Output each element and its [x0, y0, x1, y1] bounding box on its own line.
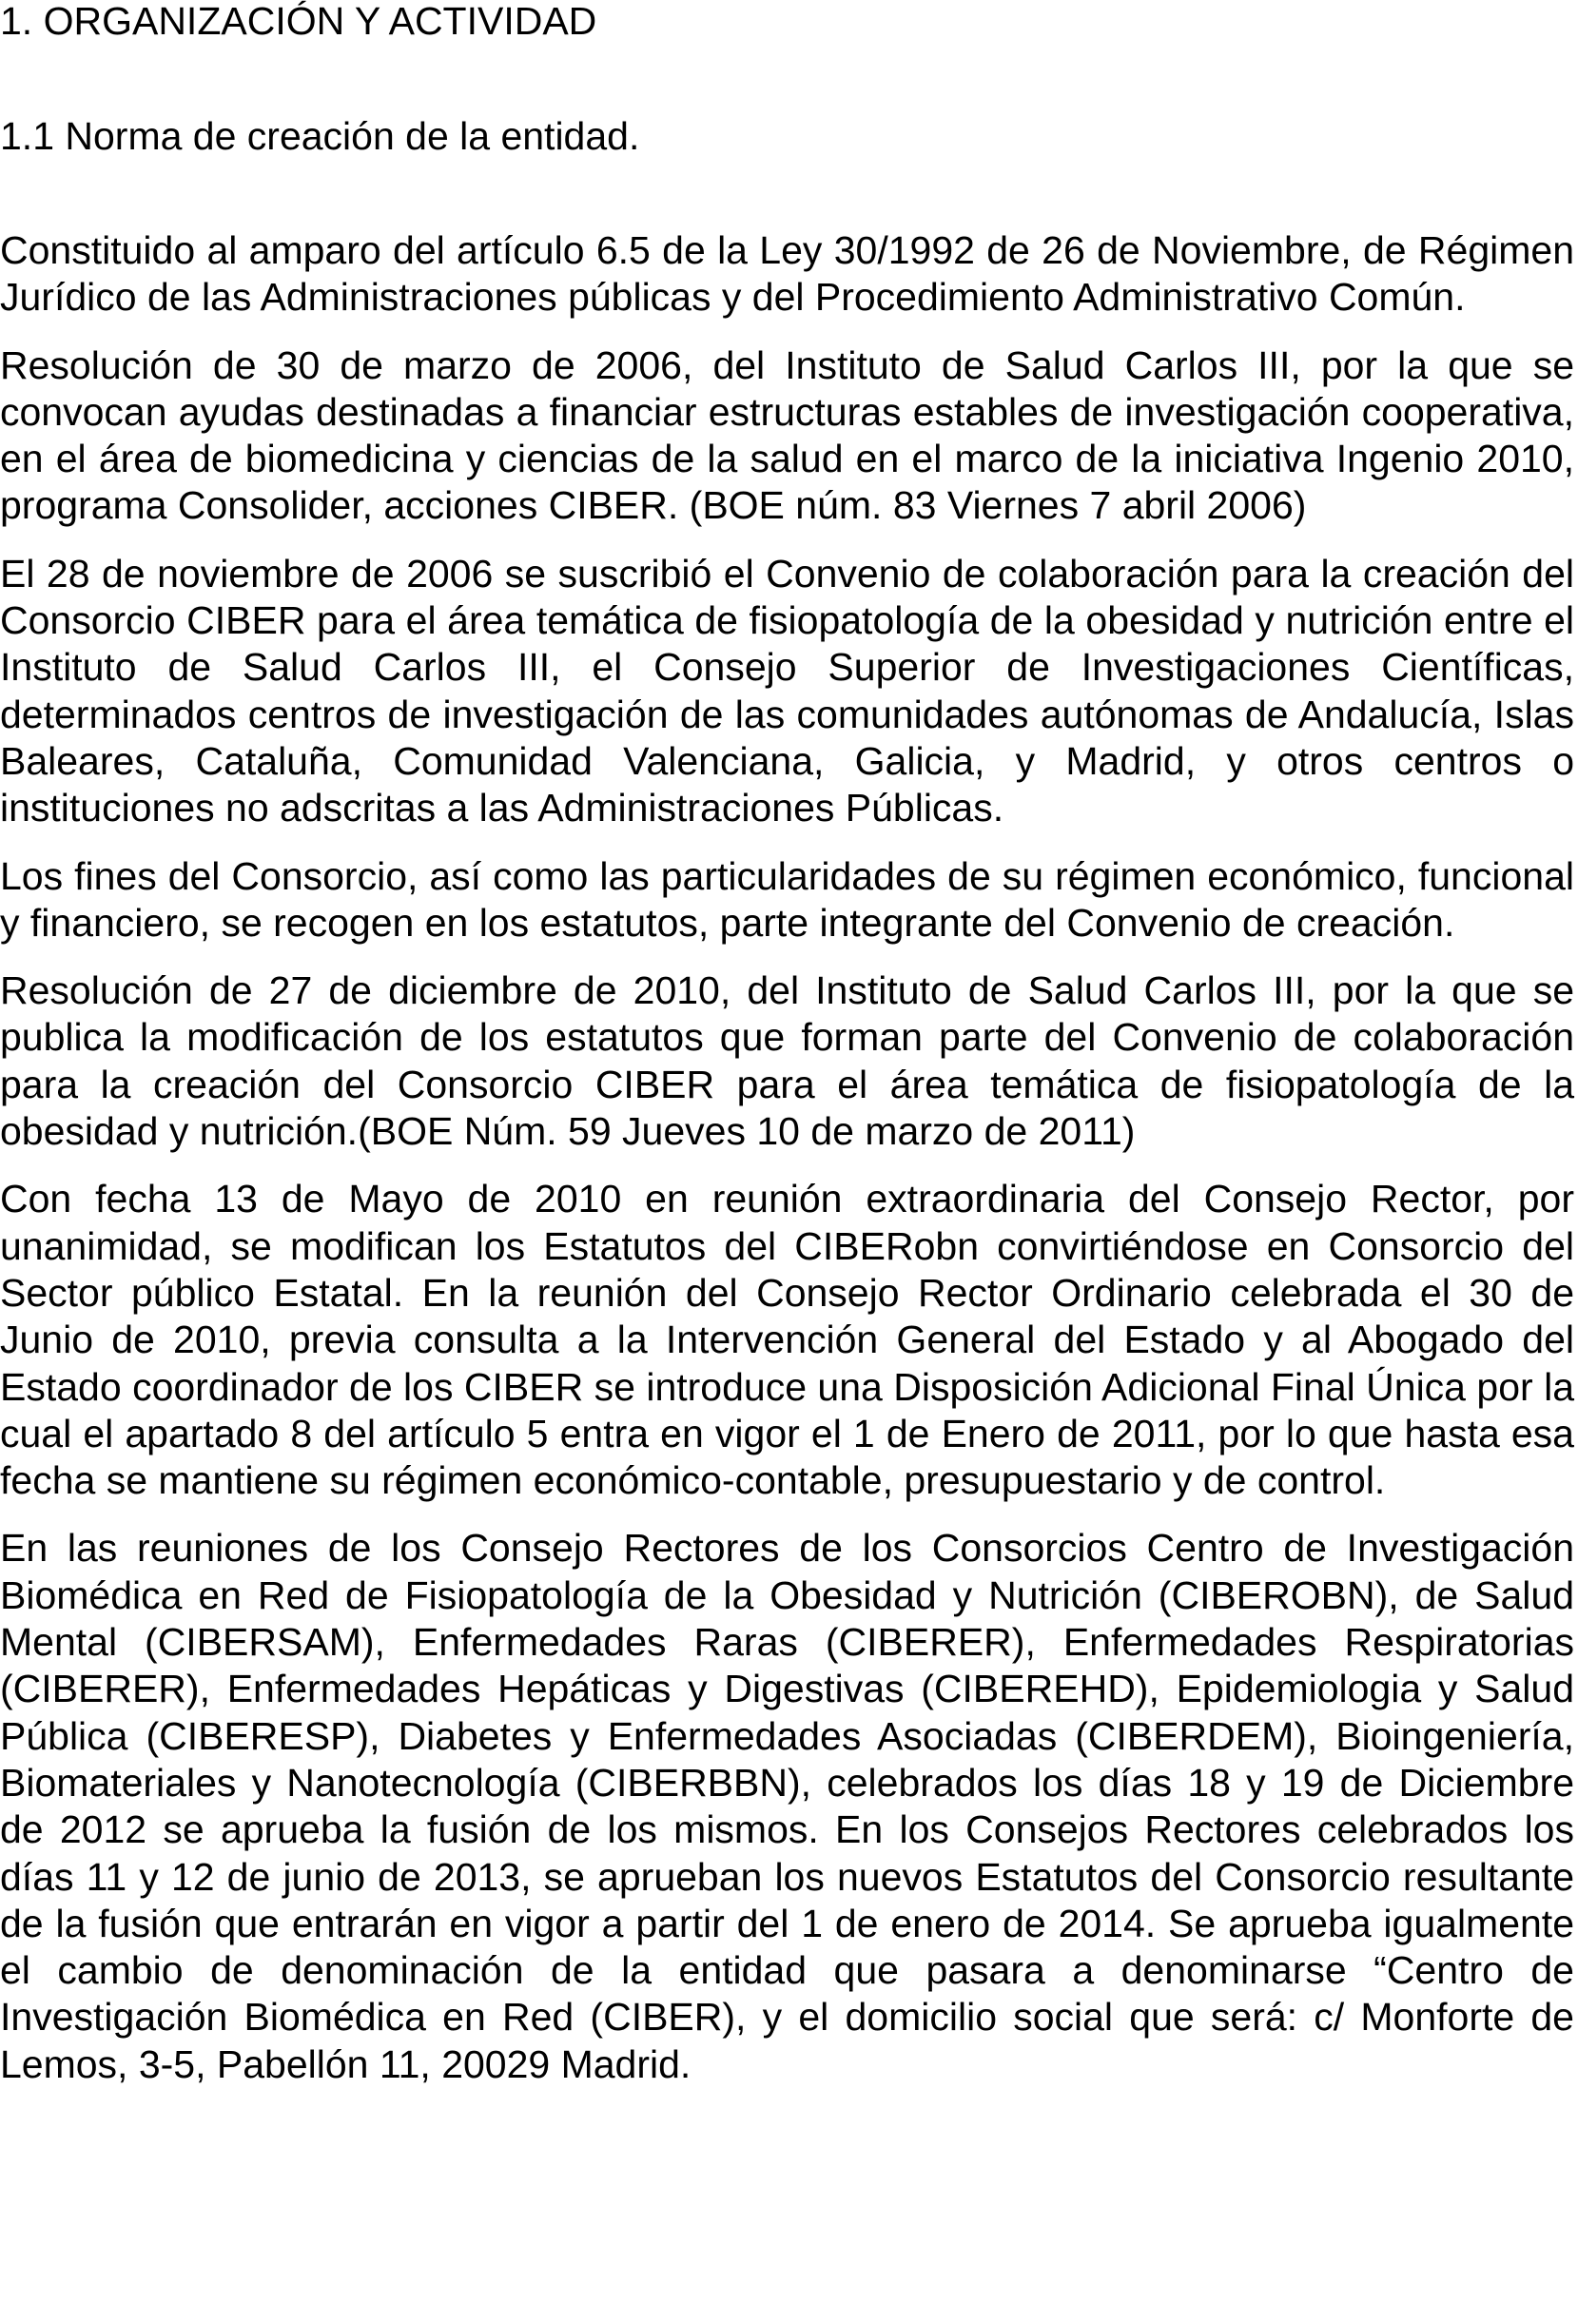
paragraph-fusion-consorcios: En las reuniones de los Consejo Rectores de los Consorcios Centro de Investigación Biomédica en Red de Fisiopatología de la Obesidad y Nutrición (CIBEROBN), de Salud Mental (CIBERSAM), Enfermedades Raras (CIBERER), Enfermedades Respiratorias (CIBERER), Enfermedades Hepáticas y Digestivas (CIBEREHD), Epidemiologia y Salud Pública (CIBERESP), Diabetes y Enfermedades Asociadas (CIBERDEM), Bioingeniería, Biomateriales y Nanotecnología (CIBERBBN), celebrados los días 18 y 19 de Diciembre de 2012 se aprueba la fusión de los mismos. En los Consejos Rectores celebrados los días 11 y 12 de junio de 2013, se aprueban los nuevos Estatutos del Consorcio resultante de la fusión que entrarán en vigor a partir del 1 de enero de 2014. Se aprueba igualmente el cambio de denominación de la entidad que pasara a denominarse “Centro de Investigación Biomédica en Red (CIBER), y el domicilio social que será: c/ Monforte de Lemos, 3-5, Pabellón 11, 20029 Madrid. [0, 1526, 1574, 2086]
paragraph-resolution-2006: Resolución de 30 de marzo de 2006, del Instituto de Salud Carlos III, por la que se convocan ayudas destinadas a financiar estructuras estables de investigación cooperativa, en el área de biomedicina y ciencias de la salud en el marco de la iniciativa Ingenio 2010, programa Consolider, acciones CIBER. (BOE núm. 83 Viernes 7 abril 2006) [0, 342, 1574, 528]
subsection-heading: 1.1 Norma de creación de la entidad. [0, 114, 640, 158]
paragraph-resolution-2010: Resolución de 27 de diciembre de 2010, del Instituto de Salud Carlos III, por la que se publica la modificación de los estatutos que forman parte del Convenio de colaboración para la creación del Consorcio CIBER para el área temática de fisiopatología de la obesidad y nutrición.(BOE Núm. 59 Jueves 10 de marzo de 2011) [0, 968, 1574, 1154]
paragraph-legal-basis: Constituido al amparo del artículo 6.5 de la Ley 30/1992 de 26 de Noviembre, de Régimen Jurídico de las Administraciones públicas y del Procedimiento Administrativo Común. [0, 228, 1574, 320]
paragraph-fines-consorcio: Los fines del Consorcio, así como las particularidades de su régimen económico, funcional y financiero, se recogen en los estatutos, parte integrante del Convenio de creación. [0, 853, 1574, 945]
paragraph-consejo-rector-2010: Con fecha 13 de Mayo de 2010 en reunión extraordinaria del Consejo Rector, por unanimidad, se modifican los Estatutos del CIBERobn convirtiéndose en Consorcio del Sector público Estatal. En la reunión del Consejo Rector Ordinario celebrada el 30 de Junio de 2010, previa consulta a la Intervención General del Estado y al Abogado del Estado coordinador de los CIBER se introduce una Disposición Adicional Final Única por la cual el apartado 8 del artículo 5 entra en vigor el 1 de Enero de 2011, por lo que hasta esa fecha se mantiene su régimen económico-contable, presupuestario y de control. [0, 1177, 1574, 1503]
section-heading: 1. ORGANIZACIÓN Y ACTIVIDAD [0, 0, 597, 43]
paragraph-convenio-2006: El 28 de noviembre de 2006 se suscribió el Convenio de colaboración para la creación del Consorcio CIBER para el área temática de fisiopatología de la obesidad y nutrición entre el Instituto de Salud Carlos III, el Consejo Superior de Investigaciones Científicas, determinados centros de investigación de las comunidades autónomas de Andalucía, Islas Baleares, Cataluña, Comunidad Valenciana, Galicia, y Madrid, y otros centros o instituciones no adscritas a las Administraciones Públicas. [0, 551, 1574, 830]
document-body [0, 227, 1574, 2109]
